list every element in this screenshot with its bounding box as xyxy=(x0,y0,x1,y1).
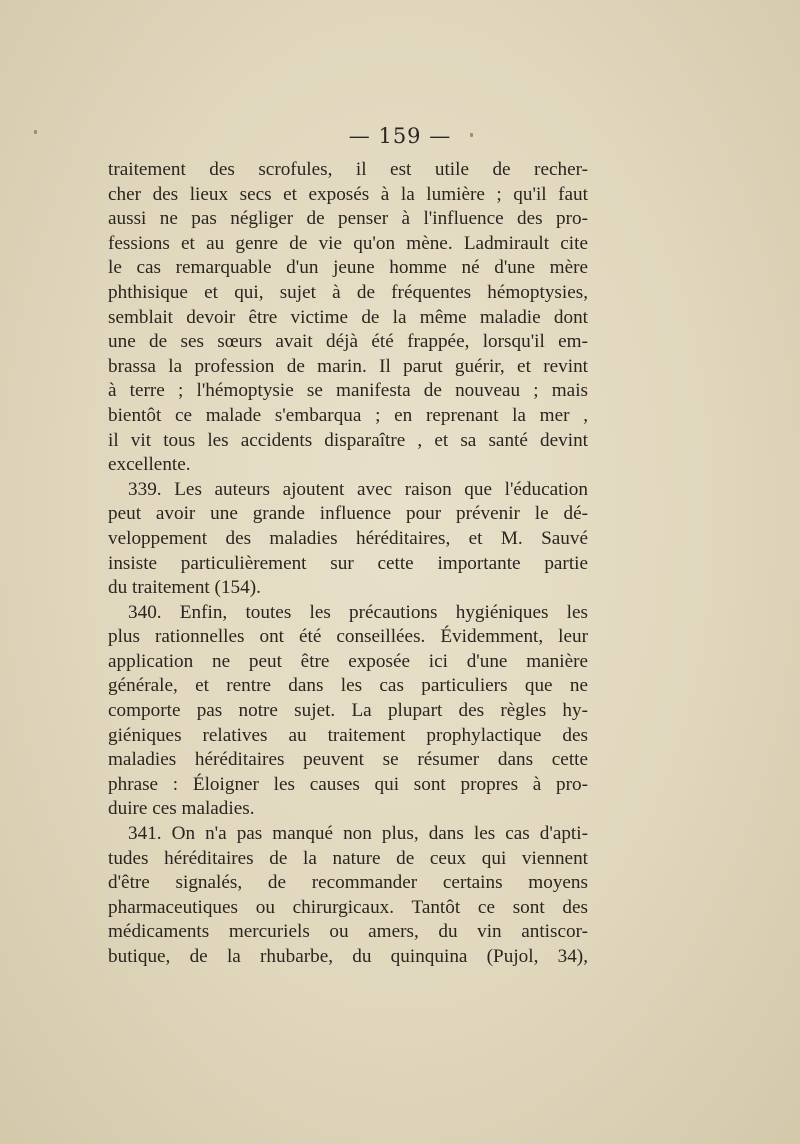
text-line: fessions et au genre de vie qu'on mène. Ladmirault cite xyxy=(108,232,588,254)
text-line: bientôt ce malade s'embarqua ; en reprenant la mer , xyxy=(108,404,588,426)
body-text xyxy=(108,158,588,970)
text-line: semblait devoir être victime de la même maladie dont xyxy=(108,306,588,328)
text-line: application ne peut être exposée ici d'une manière xyxy=(108,650,588,672)
text-line: phthisique et qui, sujet à de fréquentes hémoptysies, xyxy=(108,281,588,303)
text-line: maladies héréditaires peuvent se résumer dans cette xyxy=(108,749,588,771)
text-line: médicaments mercuriels ou amers, du vin antiscor- xyxy=(108,921,588,943)
text-line: générale, et rentre dans les cas particuliers que ne xyxy=(108,675,588,697)
text-line: excellente. xyxy=(108,454,191,476)
text-line: aussi ne pas négliger de penser à l'influence des pro- xyxy=(108,208,588,230)
text-line: le cas remarquable d'un jeune homme né d'une mère xyxy=(108,257,588,279)
text-line: cher des lieux secs et exposés à la lumière ; qu'il faut xyxy=(108,183,588,205)
text-line: une de ses sœurs avait déjà été frappée, lorsqu'il em- xyxy=(108,331,588,353)
text-line: du traitement (154). xyxy=(108,577,261,599)
text-line: traitement des scrofules, il est utile de recher- xyxy=(108,159,588,180)
text-line: brassa la profession de marin. Il parut guérir, et revint xyxy=(108,355,588,377)
paragraph-340-start: 340. Enfin, toutes les précautions hygiéniques les xyxy=(128,601,588,623)
text-line: phrase : Éloigner les causes qui sont propres à pro- xyxy=(108,773,588,795)
text-line: insiste particulièrement sur cette importante partie xyxy=(108,552,588,574)
text-line: plus rationnelles ont été conseillées. Évidemment, leur xyxy=(108,626,588,648)
text-line: duire ces maladies. xyxy=(108,798,255,820)
text-line: comporte pas notre sujet. La plupart des règles hy- xyxy=(108,700,588,722)
text-line: il vit tous les accidents disparaître , et sa santé devint xyxy=(108,429,588,451)
paragraph-341-start: 341. On n'a pas manqué non plus, dans les cas d'apti- xyxy=(128,823,588,845)
page-number: — 159 — xyxy=(348,124,452,148)
text-line: pharmaceutiques ou chirurgicaux. Tantôt ce sont des xyxy=(108,896,588,918)
text-line: à terre ; l'hémoptysie se manifesta de nouveau ; mais xyxy=(108,380,588,402)
paragraph-339-start: 339. Les auteurs ajoutent avec raison que l'éducation xyxy=(128,478,588,500)
text-line: giéniques relatives au traitement prophylactique des xyxy=(108,724,588,746)
text-line: d'être signalés, de recommander certains moyens xyxy=(108,872,588,894)
text-line: tudes héréditaires de la nature de ceux qui viennent xyxy=(108,847,588,869)
text-line: butique, de la rhubarbe, du quinquina (Pujol, 34), xyxy=(108,946,588,967)
text-line: peut avoir une grande influence pour prévenir le dé- xyxy=(108,503,588,525)
text-line: veloppement des maladies héréditaires, et M. Sauvé xyxy=(108,527,588,549)
